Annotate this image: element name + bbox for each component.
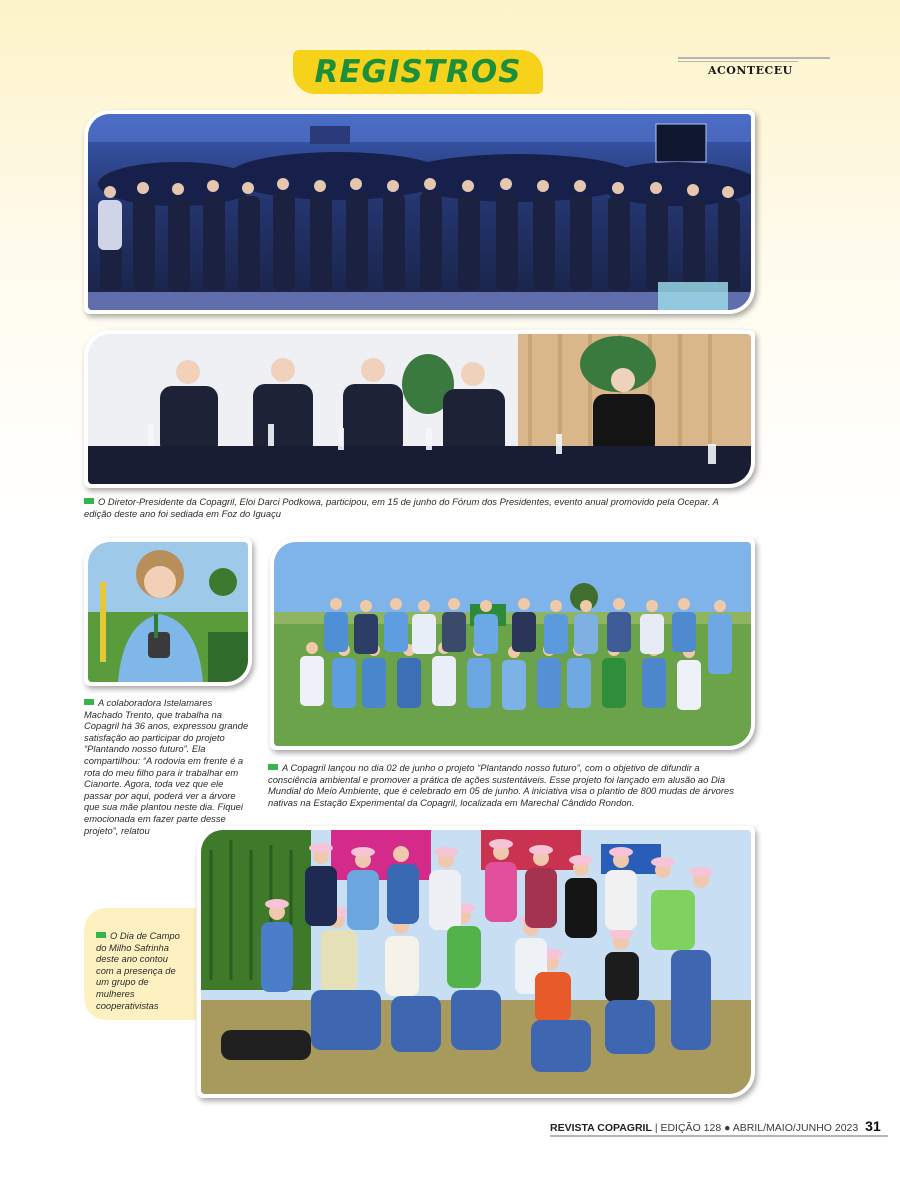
- caption-marker: [84, 699, 94, 705]
- caption-employee-text: A colaboradora Istelamares Machado Trento, que trabalha na Copagril há 36 anos, expressou grande satisfação ao participar do projeto “Plantando nosso futuro”. Ela compartilhou: “A rodovia em frente é a rota do meu filho para ir trabalhar em Cianorte. Agora, toda vez que ele passar por aqui, poderá ver a árvore que sua mãe plantou neste dia. Fiquei emocionada em fazer parte desse projeto”, relatou: [84, 697, 249, 836]
- caption-forum: [84, 496, 734, 519]
- caption-employee: [84, 697, 252, 836]
- caption-project-text: A Copagril lançou no dia 02 de junho o projeto “Plantando nosso futuro”, com o objetivo de difundir a consciência ambiental e promover a prática de ações sustentáveis. Esse projeto foi lançado em alusão ao Dia Mundial do Meio Ambiente, que é celebrado em 05 de junho. A iniciativa visa o plantio de 800 mudas de árvores nativas na Estação Experimental da Copagril, localizada em Marechal Cândido Rondon.: [268, 762, 734, 808]
- page-footer: [550, 1118, 881, 1134]
- section-title: REGISTROS: [314, 54, 522, 90]
- footer-edition: | EDIÇÃO 128 ● ABRIL/MAIO/JUNHO 2023: [654, 1122, 859, 1134]
- caption-marker: [96, 932, 106, 938]
- photo-project-group: [270, 538, 755, 750]
- photo-forum-audience-image: [88, 114, 751, 310]
- photo-forum-panel: [84, 330, 755, 488]
- page-number: 31: [865, 1118, 881, 1134]
- header-rule: [678, 57, 830, 59]
- header-rule-secondary: [678, 61, 798, 62]
- photo-employee-seedling: [84, 538, 252, 686]
- footer-rule: [550, 1135, 888, 1137]
- caption-field-day: [96, 930, 188, 1011]
- caption-marker: [268, 764, 278, 770]
- caption-field-day-text: O Dia de Campo do Milho Safrinha deste ano contou com a presença de um grupo de mulheres cooperativistas: [96, 930, 180, 1011]
- photo-forum-audience: [84, 110, 755, 314]
- caption-project: [268, 762, 738, 808]
- photo-project-group-image: [274, 542, 751, 746]
- photo-forum-panel-image: [88, 334, 751, 484]
- footer-magazine-name: REVISTA COPAGRIL: [550, 1122, 652, 1134]
- caption-marker: [84, 498, 94, 504]
- section-tag: [293, 50, 543, 94]
- section-label: ACONTECEU: [708, 64, 793, 77]
- photo-field-day-women-image: [201, 830, 751, 1094]
- photo-employee-seedling-image: [88, 542, 248, 682]
- photo-field-day-women: [197, 826, 755, 1098]
- caption-forum-text: O Diretor-Presidente da Copagril, Eloi Darci Podkowa, participou, em 15 de junho do Fórum dos Presidentes, evento anual promovido pela Ocepar. A edição deste ano foi sediada em Foz do Iguaçu: [84, 496, 719, 519]
